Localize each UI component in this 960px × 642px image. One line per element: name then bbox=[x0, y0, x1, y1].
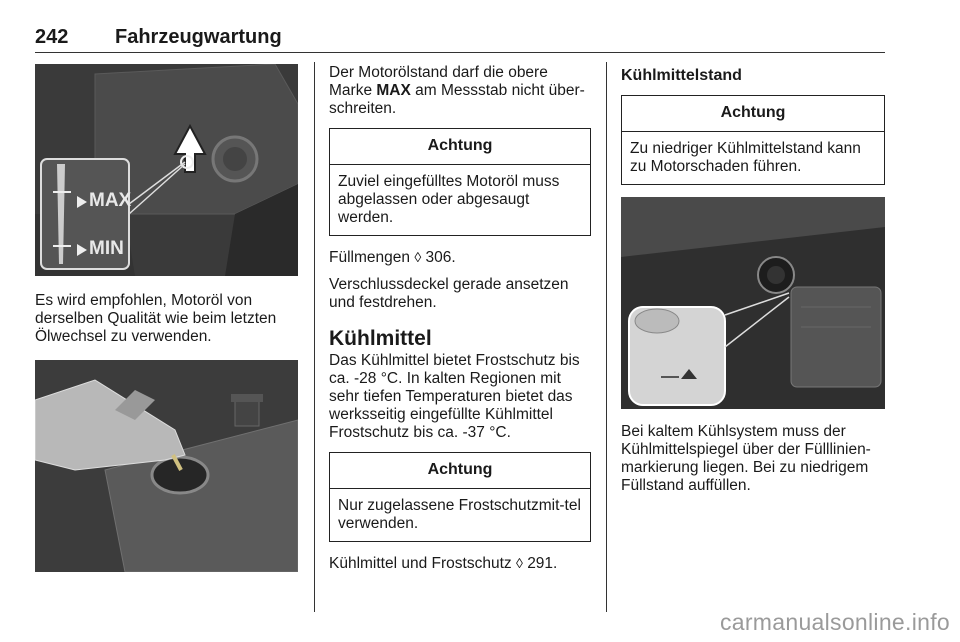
warning-text: Nur zugelassene Frostschutzmit-tel verwenden. bbox=[338, 497, 581, 532]
page-ref-arrow-icon: ◊ bbox=[414, 249, 422, 265]
column-3 bbox=[621, 64, 885, 504]
column-divider-right bbox=[606, 62, 607, 612]
warning-text: Zu niedriger Kühlmittelstand kann zu Motorschaden führen. bbox=[630, 140, 861, 175]
page-number: 242 bbox=[35, 26, 69, 48]
coolant-antifreeze-ref: Kühlmittel und Frostschutz ◊ 291. bbox=[329, 555, 558, 572]
warning-box-coolant bbox=[621, 95, 885, 185]
engine-oil-dipstick-illustration bbox=[35, 64, 298, 276]
warning-box-antifreeze bbox=[329, 452, 591, 542]
column-1 bbox=[35, 64, 298, 572]
warning-title: Achtung bbox=[330, 129, 590, 165]
page-header bbox=[35, 26, 885, 53]
warning-box-oil bbox=[329, 128, 591, 236]
coolant-heading: Kühlmittel bbox=[329, 327, 432, 350]
column-divider-left bbox=[314, 62, 315, 612]
column-2 bbox=[329, 64, 591, 582]
cap-instruction-text: Verschlussdeckel gerade ansetzen und festdrehen. bbox=[329, 276, 569, 311]
max-mark: MAX bbox=[376, 82, 411, 99]
warning-title: Achtung bbox=[622, 96, 884, 132]
oil-filling-illustration bbox=[35, 360, 298, 572]
coolant-level-description: Bei kaltem Kühlsystem muss der Kühlmittelspiegel über der Fülllinien-markierung liegen. Bei zu niedrigem Füllstand auffüllen. bbox=[621, 423, 871, 494]
coolant-description: Das Kühlmittel bietet Frostschutz bis ca. -28 °C. In kalten Regionen mit sehr tiefen Temperaturen bietet das werksseitig eingefüllte Kühlmittel Frostschutz bis ca. -37 °C. bbox=[329, 352, 580, 441]
oil-filling-svg bbox=[35, 360, 298, 572]
page-ref-arrow-icon: ◊ bbox=[515, 555, 523, 571]
max-label: MAX bbox=[89, 190, 132, 211]
coolant-reservoir-illustration bbox=[621, 197, 885, 409]
fill-quantity-ref: Füllmengen ◊ 306. bbox=[329, 249, 456, 266]
warning-title: Achtung bbox=[330, 453, 590, 489]
chapter-title: Fahrzeugwartung bbox=[115, 26, 282, 48]
engine-illustration-svg bbox=[35, 64, 298, 276]
oil-max-text: Der Motorölstand darf die obere Marke MAX am Messstab nicht über-schreiten. bbox=[329, 64, 585, 117]
watermark: carmanualsonline.info bbox=[719, 609, 950, 635]
warning-text: Zuviel eingefülltes Motoröl muss abgelassen oder abgesaugt werden. bbox=[338, 173, 560, 226]
min-label: MIN bbox=[89, 238, 124, 259]
coolant-level-heading: Kühlmittelstand bbox=[621, 67, 742, 84]
coolant-reservoir-svg bbox=[621, 197, 885, 409]
oil-recommendation-text: Es wird empfohlen, Motoröl von derselben Qualität wie beim letzten Ölwechsel zu verwenden. bbox=[35, 292, 277, 345]
